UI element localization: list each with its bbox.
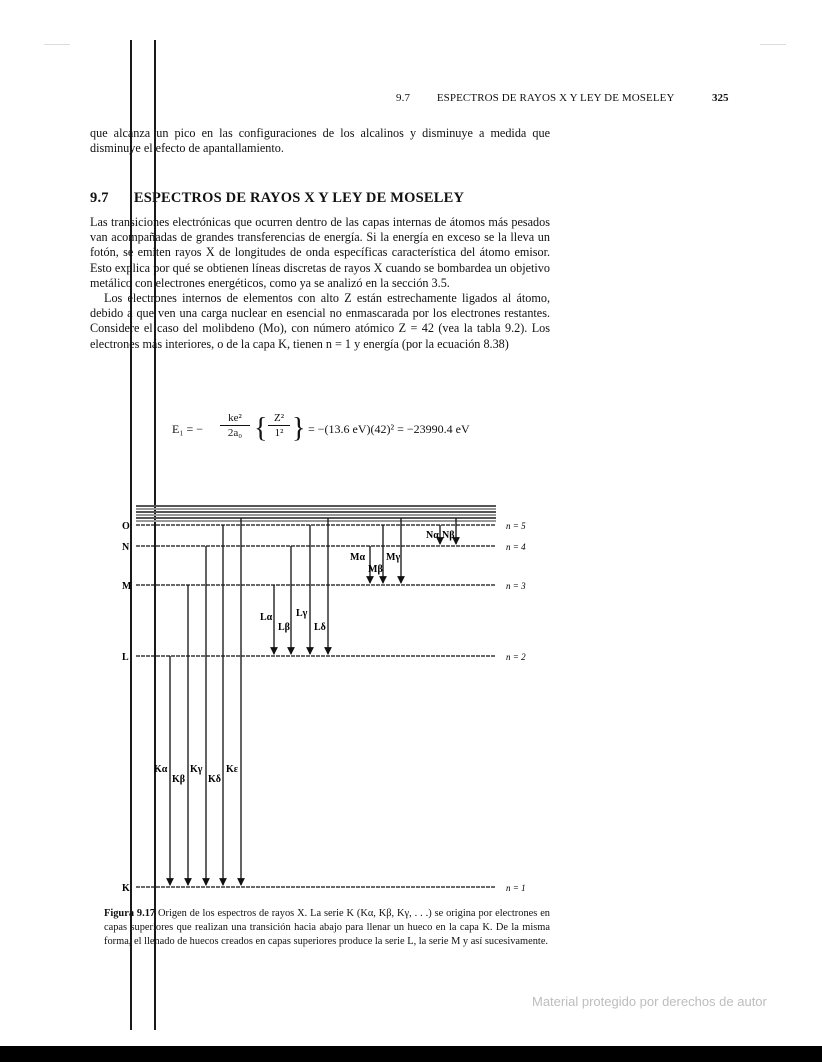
label-1-n: Nα — [426, 530, 439, 541]
intro-text: que alcanza un pico en las configuraciones de los alcalinos y disminuye a medida que disminuye el efecto de apantallamiento. — [90, 126, 550, 156]
fraction-2-numerator: Z² — [273, 412, 285, 424]
body-paragraphs — [90, 215, 550, 352]
running-header-section: 9.7 — [396, 92, 411, 104]
label-3-k: Kγ — [190, 764, 203, 775]
section-number: 9.7 — [90, 190, 109, 206]
label-2-m: Mβ — [368, 564, 383, 575]
copyright-watermark: Material protegido por derechos de autor — [532, 994, 767, 1009]
fraction-1-denominator: 2a₀ — [227, 427, 243, 439]
label-1-k: Kα — [154, 764, 168, 775]
xray-level-diagram — [118, 500, 538, 900]
figure-caption-text: Origen de los espectros de rayos X. La serie K (Kα, Kβ, Kγ, . . .) se origina por electrones en capas superiores que realizan una transición hacia abajo para llenar un hueco en la capa K. De la misma forma, el llenado de huecos creados en capas superiores produce la serie L, la serie M y así sucesivamente. — [104, 908, 551, 947]
label-1-m: Mα — [350, 552, 366, 563]
corner-mark-left — [44, 44, 70, 45]
equation-fraction-1 — [220, 412, 250, 439]
section-heading — [90, 190, 464, 207]
running-header — [396, 92, 675, 104]
shell-label-k: K — [122, 883, 130, 894]
label-1-l: Lα — [260, 612, 273, 623]
label-4-k: Kδ — [208, 774, 221, 785]
figure-caption — [104, 907, 550, 949]
quantum-number-o: n = 5 — [506, 521, 526, 531]
quantum-number-n: n = 4 — [506, 542, 526, 552]
fraction-1-numerator: ke² — [228, 412, 242, 424]
shell-label-o: O — [122, 521, 130, 532]
page-number: 325 — [712, 92, 729, 104]
corner-mark-right — [760, 44, 786, 45]
label-3-l: Lγ — [296, 608, 308, 619]
fraction-2-denominator: 1² — [274, 427, 284, 439]
left-brace: { — [254, 413, 268, 444]
label-2-l: Lβ — [278, 622, 290, 633]
paragraph-1: Las transiciones electrónicas que ocurren dentro de las capas internas de átomos más pesados van acompañadas de grandes transferencias de energía. Si la energía en exceso se la lleva un fotón, se emiten rayos X de longitudes de onda específicas característica del átomo emisor. Esto explica por qué se obtienen líneas discretas de rayos X cuando se bombardea un objetivo metálico con electrones energéticos, como ya se analizó en la sección 3.5. — [90, 215, 550, 290]
label-2-n: Nβ — [442, 530, 455, 541]
label-4-l: Lδ — [314, 622, 326, 633]
running-header-title: ESPECTROS DE RAYOS X Y LEY DE MOSELEY — [436, 92, 675, 104]
section-title: ESPECTROS DE RAYOS X Y LEY DE MOSELEY — [133, 190, 465, 206]
quantum-number-k: n = 1 — [506, 883, 526, 893]
intro-paragraph — [90, 126, 550, 156]
shell-label-l: L — [122, 652, 129, 663]
equation-fraction-2 — [268, 412, 290, 439]
quantum-number-l: n = 2 — [506, 652, 526, 662]
shell-label-m: M — [122, 581, 132, 592]
shell-label-n: N — [122, 542, 130, 553]
figure-label: Figura 9.17 — [104, 908, 156, 919]
paragraph-2: Los electrones internos de elementos con alto Z están estrechamente ligados al átomo, debido a que ven una carga nuclear en esencial no enmascarada por los electrones restantes. Considere el caso del molibdeno (Mo), con número atómico Z = 42 (vea la tabla 9.2). Los electrones más interiores, o de la capa K, tienen n = 1 y energía (por la ecuación 8.38) — [90, 291, 550, 351]
equation-rhs: = −(13.6 eV)(42)² = −23990.4 eV — [308, 422, 470, 436]
equation-lhs: E₁ = − — [172, 422, 204, 436]
quantum-number-m: n = 3 — [506, 581, 526, 591]
label-5-k: Kε — [226, 764, 239, 775]
label-3-m: Mγ — [386, 552, 401, 563]
viewer-bottom-bar — [0, 1046, 822, 1062]
right-brace: } — [292, 413, 306, 444]
label-2-k: Kβ — [172, 774, 186, 785]
